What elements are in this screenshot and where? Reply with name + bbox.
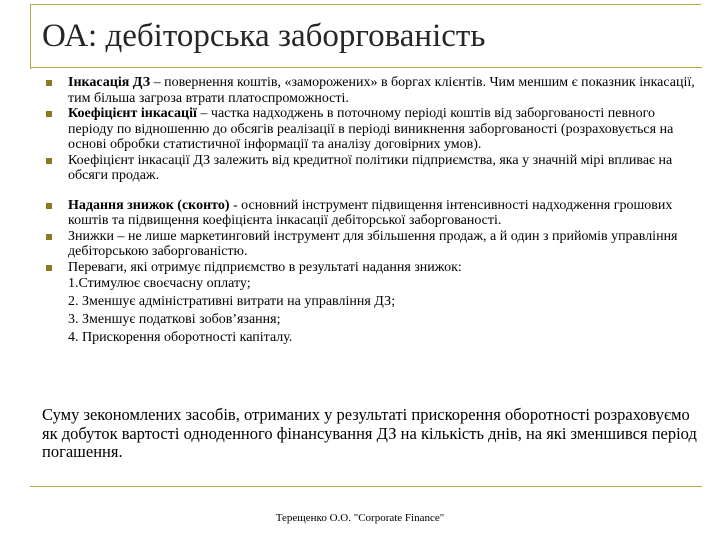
bullet-item — [46, 75, 696, 106]
bullet-text: Коефіцієнт інкасації ДЗ залежить від кредитної політики підприємства, яка у значній мірі впливає на обсяги продаж. — [68, 152, 673, 183]
bullet-text: - основний інструмент підвищення інтенсивності надходження грошових коштів та підвищення коефіцієнта інкасації дебіторської заборгованості. — [68, 197, 673, 228]
numbered-item: 2. Зменшує адміністративні витрати на управління ДЗ; — [68, 294, 396, 309]
numbered-item: 3. Зменшує податкові зобов’язання; — [68, 312, 281, 327]
bullet-term: Надання знижок (сконто) — [68, 197, 230, 213]
numbered-item: 4. Прискорення оборотності капіталу. — [68, 330, 293, 345]
bullet-item — [46, 260, 696, 276]
slide-body — [46, 75, 696, 347]
bullet-text: Переваги, які отримує підприємство в результаті надання знижок: — [68, 259, 462, 275]
bullet-text: – повернення коштів, «заморожених» в боргах клієнтів. Чим меншим є показник інкасації, тим більша загроза втрати платоспроможності. — [68, 75, 695, 106]
summary-paragraph: Суму зекономлених засобів, отриманих у результаті прискорення оборотності розраховуємо як добуток вартості одноденного фінансування ДЗ на кількість днів, на які зменшився період погашення. — [42, 405, 697, 461]
bullet-item — [46, 106, 696, 153]
bullet-term: Інкасація ДЗ — [68, 75, 151, 90]
footer-divider — [30, 486, 702, 487]
slide-title: ОА: дебіторська заборгованість — [42, 18, 486, 54]
footer-author: Терещенко О.О. "Corporate Finance" — [275, 512, 445, 524]
bullet-text: – частка надходжень в поточному періоді коштів від заборгованості певного періоду по відношенню до обсягів реалізації в періоді виникнення заборгованості (розраховується на основі обробки статистичної інформації та аналізу договірних умов). — [68, 106, 674, 152]
title-divider — [30, 67, 702, 68]
bullet-item — [46, 198, 696, 229]
bullet-item — [46, 229, 696, 260]
bullet-text: Знижки – не лише маркетинговий інструмент для збільшення продаж, а й один з прийомів управління дебіторською заборгованістю. — [68, 228, 678, 259]
bullet-item — [46, 153, 696, 184]
numbered-item: 1.Стимулює своєчасну оплату; — [68, 276, 251, 291]
bullet-term: Коефіцієнт інкасації — [68, 106, 197, 121]
